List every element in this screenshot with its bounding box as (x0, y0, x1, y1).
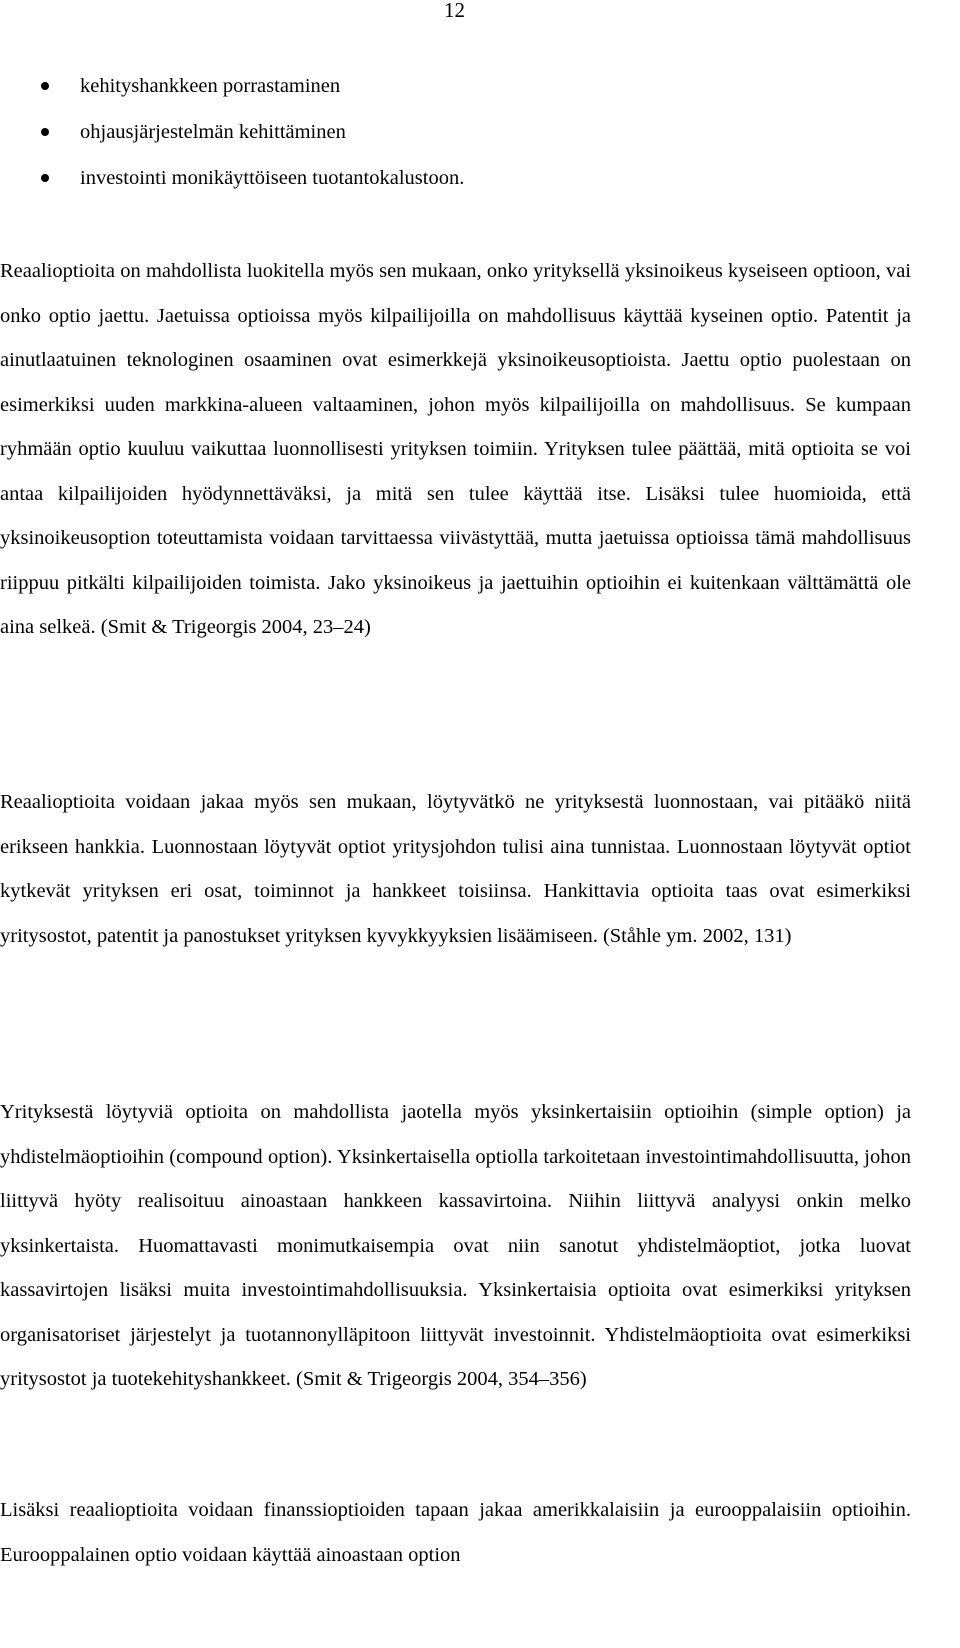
bullet-icon (41, 82, 49, 90)
list-item-text: kehityshankkeen porrastaminen (80, 75, 341, 97)
paragraph-simple-compound-options: Yrityksestä löytyviä optioita on mahdollista jaotella myös yksinkertaisiin optioihin (simple option) ja yhdistelmäoptioihin (compound option). Yksinkertaisella optiolla tarkoitetaan investointimahdollisuutta, johon liittyvä hyöty realisoituu ainoastaan hankkeen kassavirtoina. Niihin liittyvä analyysi onkin melko yksinkertaista. Huomattavasti monimutkaisempia ovat niin sanotut yhdistelmäoptiot, jotka luovat kassavirtojen lisäksi muita investointimahdollisuuksia. Yksinkertaisia optioita ovat esimerkiksi yrityksen organisatoriset järjestelyt ja tuotannonylläpitoon liittyvät investoinnit. Yhdistelmäoptioita ovat esimerkiksi yritysostot ja tuotekehityshankkeet. (Smit & Trigeorgis 2004, 354–356) (0, 1101, 911, 1390)
page-number: 12 (444, 0, 465, 22)
bullet-icon (41, 128, 49, 136)
paragraph-natural-acquired-options: Reaalioptioita voidaan jakaa myös sen mukaan, löytyvätkö ne yrityksestä luonnostaan, vai pitääkö niitä erikseen hankkia. Luonnostaan löytyvät optiot yritysjohdon tulisi aina tunnistaa. Luonnostaan löytyvät optiot kytkevät yrityksen eri osat, toiminnot ja hankkeet toisiinsa. Hankittavia optioita taas ovat esimerkiksi yritysostot, patentit ja panostukset yrityksen kyvykkyyksien lisäämiseen. (Ståhle ym. 2002, 131) (0, 791, 911, 947)
bullet-list (0, 70, 464, 208)
list-item-text: ohjausjärjestelmän kehittäminen (80, 121, 346, 143)
paragraph-american-european-options: Lisäksi reaalioptioita voidaan finanssioptioiden tapaan jakaa amerikkalaisiin ja eurooppalaisiin optioihin. Eurooppalainen optio voidaan käyttää ainoastaan option (0, 1499, 911, 1566)
paragraph-exclusive-shared-options: Reaalioptioita on mahdollista luokitella myös sen mukaan, onko yrityksellä yksinoikeus kyseiseen optioon, vai onko optio jaettu. Jaetuissa optioissa myös kilpailijoilla on mahdollisuus käyttää kyseinen optio. Patentit ja ainutlaatuinen teknologinen osaaminen ovat esimerkkejä yksinoikeusoptioista. Jaettu optio puolestaan on esimerkiksi uuden markkina-alueen valtaaminen, johon myös kilpailijoilla on mahdollisuus. Se kumpaan ryhmään optio kuuluu vaikuttaa luonnollisesti yrityksen toimiin. Yrityksen tulee päättää, mitä optioita se voi antaa kilpailijoiden hyödynnettäväksi, ja mitä sen tulee käyttää itse. Lisäksi tulee huomioida, että yksinoikeusoption toteuttamista voidaan tarvittaessa viivästyttää, mutta jaetuissa optioissa tämä mahdollisuus riippuu pitkälti kilpailijoiden toimista. Jako yksinoikeus ja jaettuihin optioihin ei kuitenkaan välttämättä ole aina selkeä. (Smit & Trigeorgis 2004, 23–24) (0, 260, 911, 638)
list-item (0, 162, 464, 208)
bullet-icon (41, 174, 49, 182)
list-item-text: investointi monikäyttöiseen tuotantokalustoon. (80, 167, 465, 189)
list-item (0, 70, 464, 116)
list-item (0, 116, 464, 162)
